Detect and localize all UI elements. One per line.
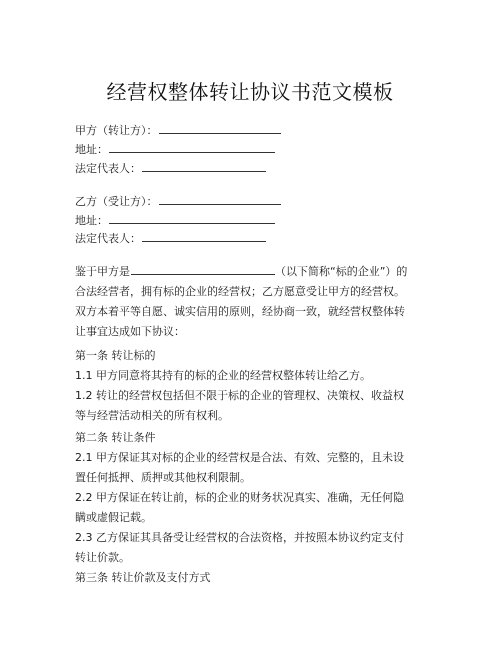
preamble-line-4: 让事宜达成如下协议： [75, 325, 185, 338]
clause-1-2-line-2: 等与经营活动相关的所有权利。 [75, 409, 229, 422]
article-1 [75, 346, 430, 426]
party-b-name-line [75, 192, 281, 212]
party-b-rep-label: 法定代表人： [75, 232, 141, 245]
party-a-rep-label: 法定代表人： [75, 162, 141, 175]
party-b-name-label: 乙方（受让方）： [75, 195, 158, 208]
preamble-line-2: 合法经营者，拥有标的企业的经营权；乙方愿意受让甲方的经营权。 [75, 285, 405, 298]
clause-2-1-line-1: 2.1 甲方保证其对标的企业的经营权是合法、有效、完整的，且未设 [75, 451, 404, 464]
party-a-name-blank[interactable] [159, 121, 281, 134]
party-a-address-label: 地址： [75, 143, 108, 156]
preamble-line-3: 双方本着平等自愿、诚实信用的原则，经协商一致，就经营权整体转 [75, 305, 405, 318]
preamble-suffix: （以下简称“标的企业”）的 [275, 265, 408, 278]
clause-1-1: 1.1 甲方同意将其持有的标的企业的经营权整体转让给乙方。 [75, 369, 371, 382]
clause-2-3-line-1: 2.3 乙方保证其具备受让经营权的合法资格，并按照本协议约定支付 [75, 531, 404, 544]
party-a-name-label: 甲方（转让方）： [75, 124, 158, 137]
party-a-name-line [75, 121, 281, 141]
clause-2-3-line-2: 转让价款。 [75, 551, 130, 564]
article-2-heading: 第二条 转让条件 [75, 431, 156, 444]
document-title: 经营权整体转让协议书范文模板 [106, 80, 394, 104]
preamble-prefix: 鉴于甲方是 [75, 265, 130, 278]
article-2 [75, 428, 430, 568]
clause-2-2-line-2: 瞒或虚假记载。 [75, 511, 152, 524]
clause-2-1-line-2: 置任何抵押、质押或其他权利限制。 [75, 471, 251, 484]
party-a-rep-blank[interactable] [142, 159, 266, 172]
party-a-rep-line [75, 159, 266, 179]
party-b-name-blank[interactable] [159, 192, 281, 205]
party-a-address-blank[interactable] [109, 140, 275, 153]
target-enterprise-blank[interactable] [131, 262, 275, 275]
party-b-address-label: 地址： [75, 214, 108, 227]
party-b-rep-blank[interactable] [142, 229, 266, 242]
clause-2-2-line-1: 2.2 甲方保证在转让前，标的企业的财务状况真实、准确，无任何隐 [75, 491, 404, 504]
article-1-heading: 第一条 转让标的 [75, 349, 156, 362]
preamble-line-1 [75, 262, 430, 282]
article-3-heading: 第三条 转让价款及支付方式 [75, 571, 211, 584]
party-a-address-line [75, 140, 275, 160]
party-b-address-line [75, 211, 275, 231]
clause-1-2-line-1: 1.2 转让的经营权包括但不限于标的企业的管理权、决策权、收益权 [75, 389, 404, 402]
article-3 [75, 568, 430, 588]
party-b-address-blank[interactable] [109, 211, 275, 224]
party-b-rep-line [75, 229, 266, 249]
preamble-paragraph [75, 262, 430, 342]
